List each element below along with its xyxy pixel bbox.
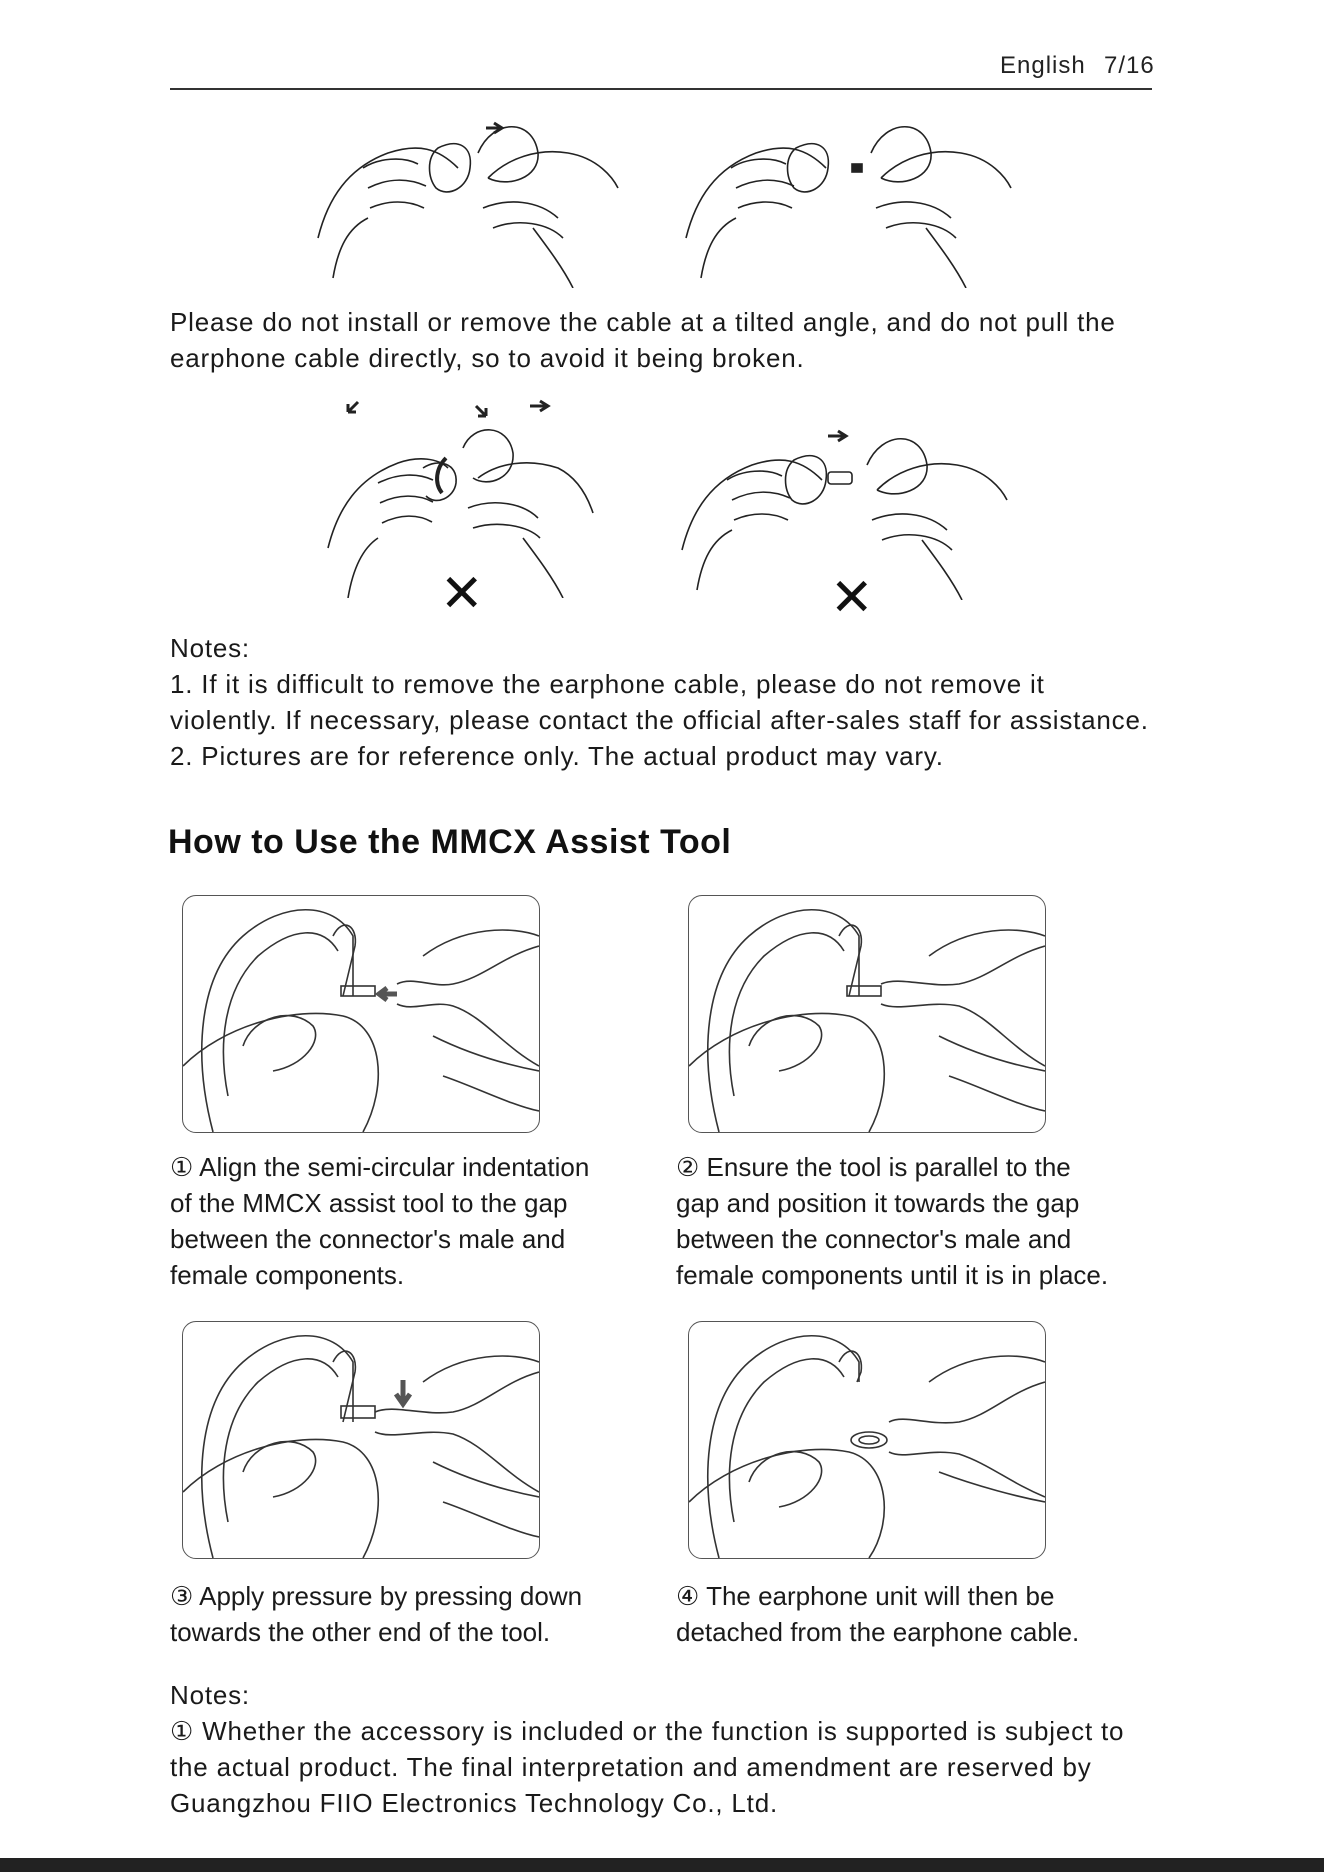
header-language: English (1000, 52, 1086, 79)
step-3-caption (170, 1578, 610, 1650)
notes-1-title: Notes: (170, 633, 250, 663)
step-2-caption (676, 1149, 1116, 1293)
step-1-line-1: ① Align the semi-circular indentation (170, 1152, 590, 1182)
step-1-line-2: of the MMCX assist tool to the gap (170, 1188, 568, 1218)
step-4-illustration (688, 1321, 1046, 1559)
wrong-mark-icon-1: ✕ (440, 565, 484, 623)
step-3-line-1: ③ Apply pressure by pressing down (170, 1581, 583, 1611)
cable-warning-line-2: earphone cable directly, so to avoid it being broken. (170, 343, 805, 373)
hands-remove-cable-illustration-1 (308, 108, 628, 288)
wrong-mark-icon-2: ✕ (830, 569, 874, 627)
step-1-caption (170, 1149, 610, 1293)
step-2-line-1: ② Ensure the tool is parallel to the (676, 1152, 1071, 1182)
notes-2-line-2: the actual product. The final interpretation and amendment are reserved by (170, 1752, 1092, 1782)
step-4-line-2: detached from the earphone cable. (676, 1617, 1080, 1647)
cable-warning-line-1: Please do not install or remove the cable at a tilted angle, and do not pull the (170, 307, 1116, 337)
notes-2-line-1: ① Whether the accessory is included or the function is supported is subject to (170, 1716, 1125, 1746)
hands-remove-cable-illustration-2 (676, 108, 1016, 288)
notes-2-title: Notes: (170, 1680, 250, 1710)
section-heading: How to Use the MMCX Assist Tool (168, 823, 732, 861)
step-3-illustration (182, 1321, 540, 1559)
step-4-line-1: ④ The earphone unit will then be (676, 1581, 1055, 1611)
step-3-line-2: towards the other end of the tool. (170, 1617, 551, 1647)
step-2-line-4: female components until it is in place. (676, 1260, 1109, 1290)
notes-section-2 (170, 1677, 1170, 1821)
step-2-line-2: gap and position it towards the gap (676, 1188, 1080, 1218)
step-2-line-3: between the connector's male and (676, 1224, 1072, 1254)
step-1-line-3: between the connector's male and (170, 1224, 566, 1254)
header-divider (170, 88, 1152, 90)
step-4-caption (676, 1578, 1116, 1650)
page-number: 7/16 (1104, 52, 1155, 79)
notes-section-1 (170, 630, 1170, 774)
cable-warning-paragraph (170, 304, 1160, 376)
notes-1-line-3: 2. Pictures are for reference only. The actual product may vary. (170, 741, 944, 771)
step-2-illustration (688, 895, 1046, 1133)
notes-1-line-1: 1. If it is difficult to remove the earphone cable, please do not remove it (170, 669, 1045, 699)
page-bottom-edge (0, 1858, 1324, 1872)
step-1-line-4: female components. (170, 1260, 405, 1290)
step-1-illustration (182, 895, 540, 1133)
notes-2-line-3: Guangzhou FIIO Electronics Technology Co., Ltd. (170, 1788, 778, 1818)
notes-1-line-2: violently. If necessary, please contact the official after-sales staff for assistance. (170, 705, 1149, 735)
